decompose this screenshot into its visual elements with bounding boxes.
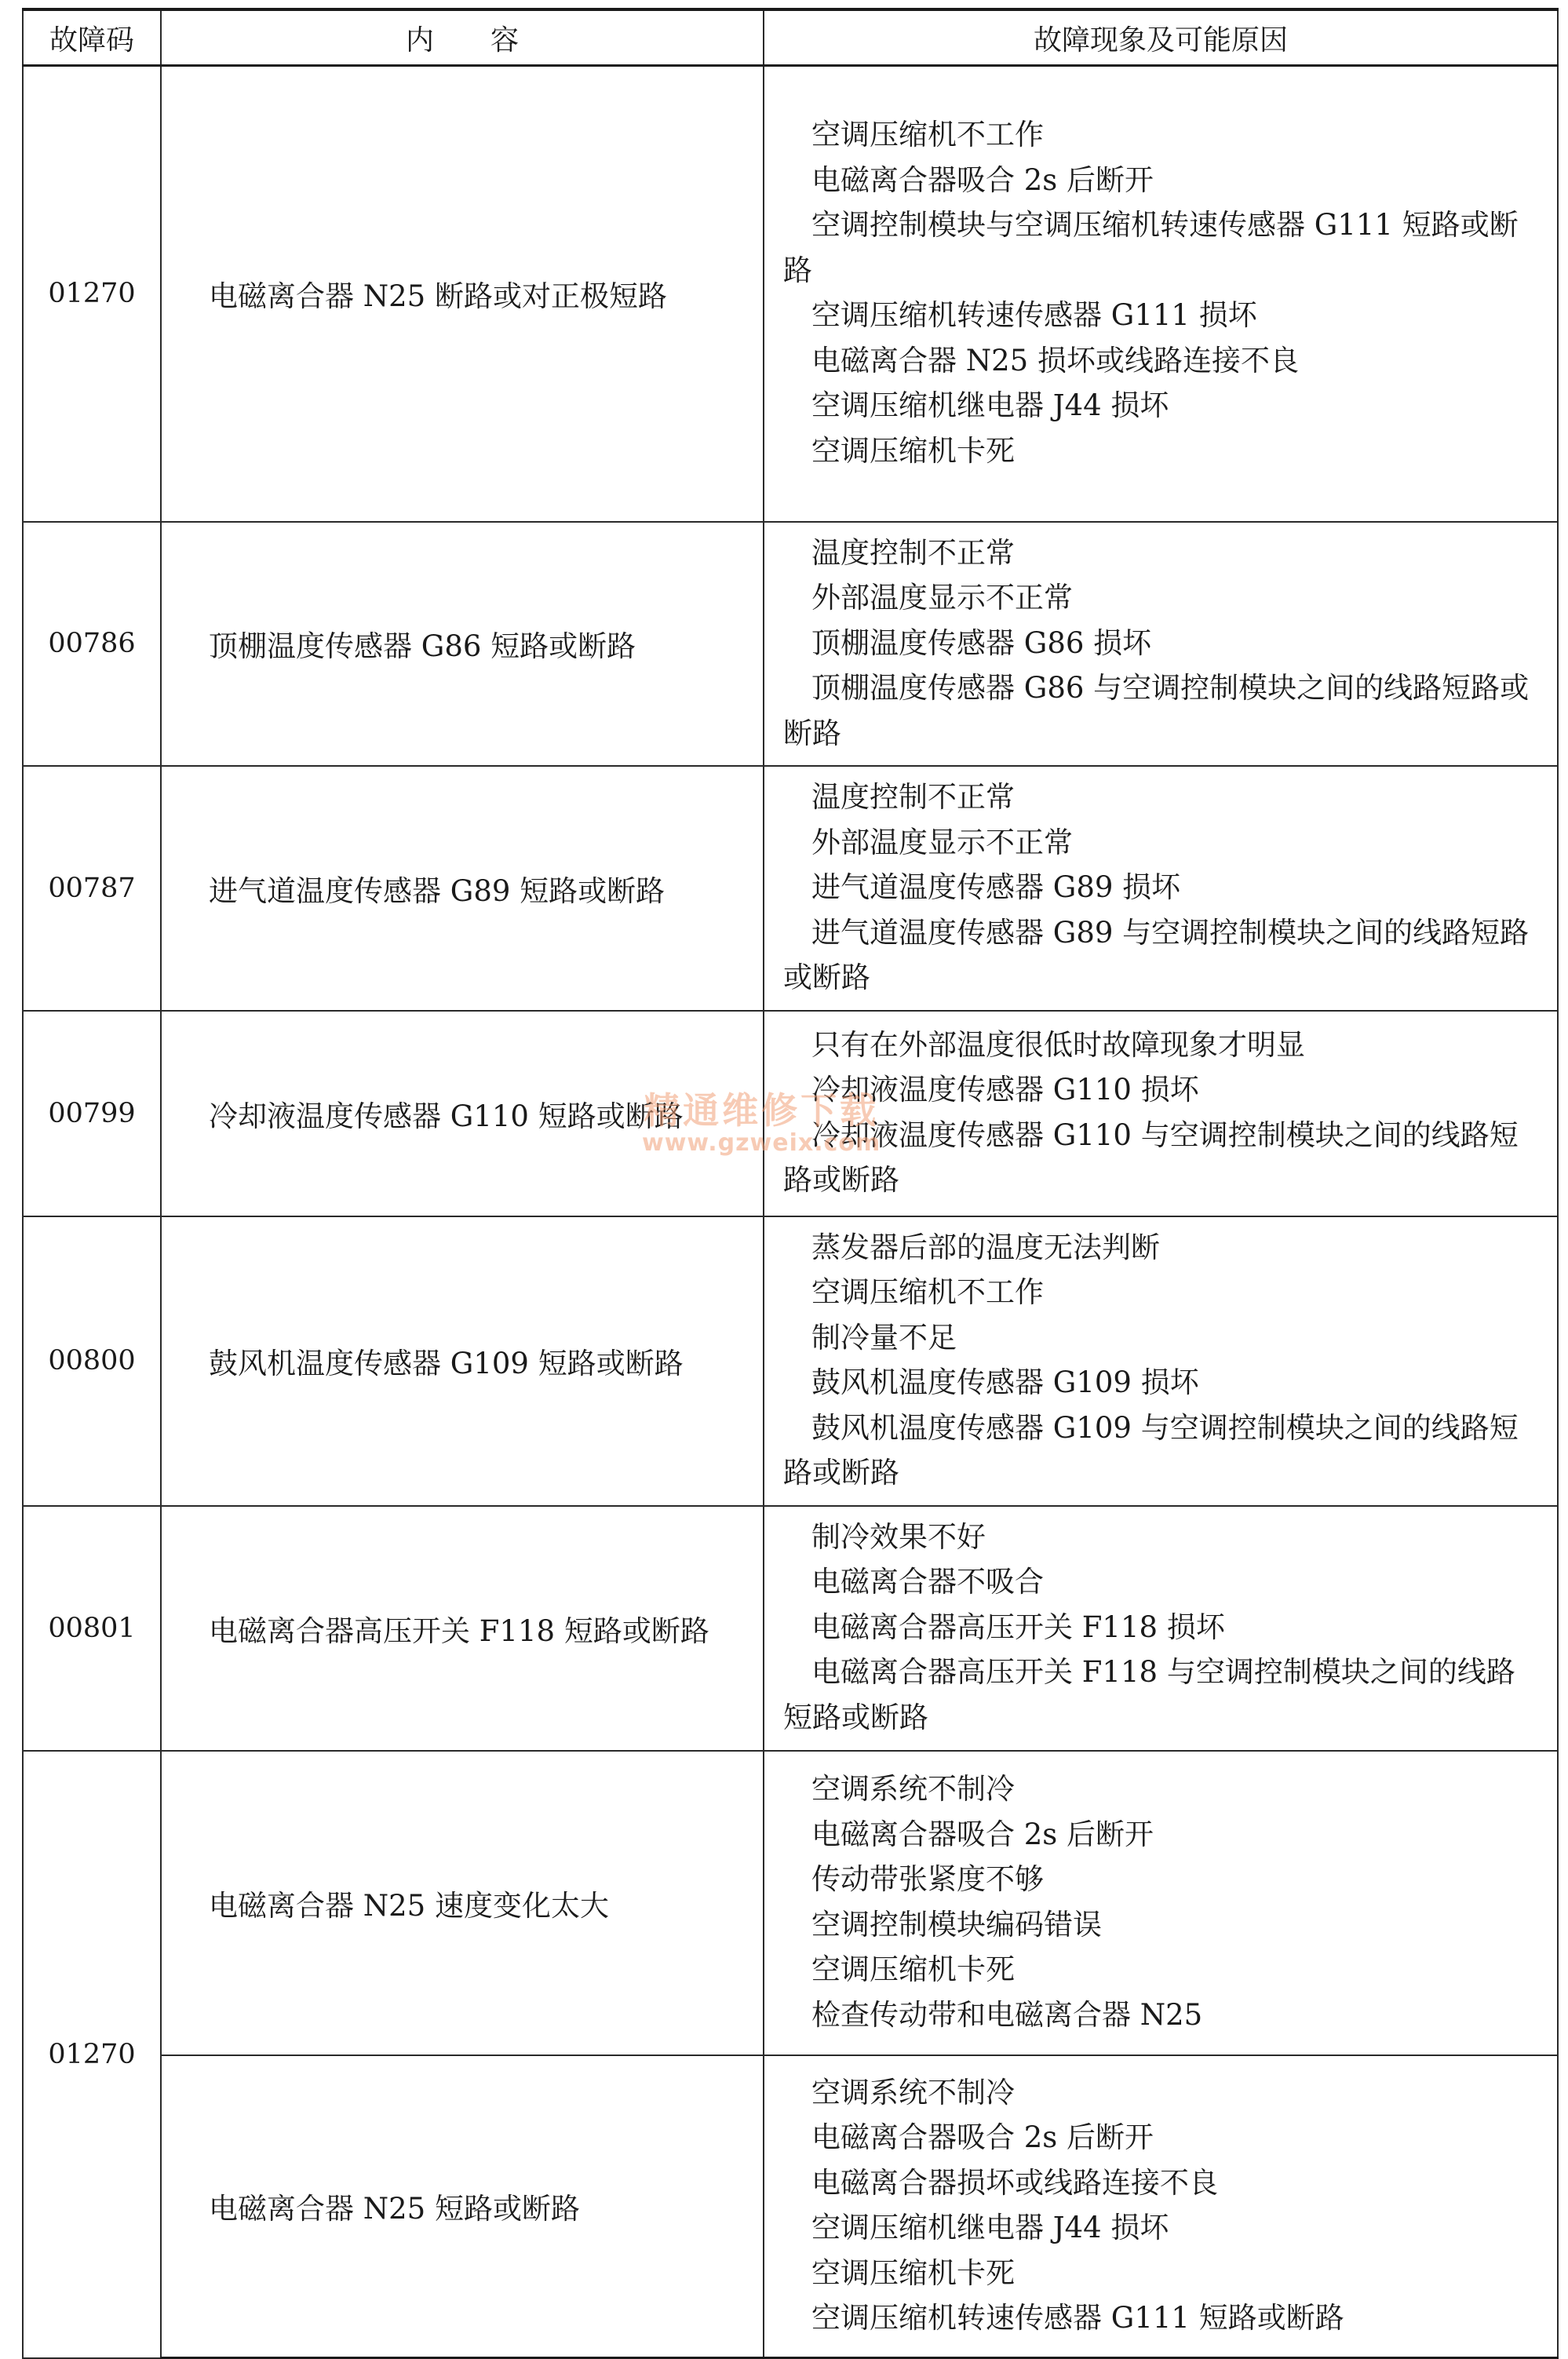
cause-line: 电磁离合器不吸合 xyxy=(811,1565,1044,1599)
cause-line: 冷却液温度传感器 G110 与空调控制模块之间的线路短路或断路 xyxy=(783,1118,1519,1197)
fault-code-cell: 01270 xyxy=(23,1751,161,2358)
causes-cell xyxy=(764,2055,1558,2358)
content-cell: 冷却液温度传感器 G110 短路或断路 xyxy=(161,1011,764,1216)
cause-line: 电磁离合器吸合 2s 后断开 xyxy=(811,162,1154,197)
fault-code-cell: 01270 xyxy=(23,66,161,522)
cause-line: 鼓风机温度传感器 G109 与空调控制模块之间的线路短路或断路 xyxy=(783,1410,1519,1489)
cause-line: 顶棚温度传感器 G86 与空调控制模块之间的线路短路或断路 xyxy=(783,671,1530,750)
cause-line: 电磁离合器高压开关 F118 损坏 xyxy=(811,1610,1225,1644)
header-content: 内 容 xyxy=(161,9,764,66)
cause-line: 空调压缩机卡死 xyxy=(811,2255,1015,2290)
cause-line: 空调压缩机继电器 J44 损坏 xyxy=(811,2211,1169,2245)
cause-line: 外部温度显示不正常 xyxy=(811,825,1073,859)
causes-cell xyxy=(764,1011,1558,1216)
causes-cell xyxy=(764,1506,1558,1751)
cause-line: 空调系统不制冷 xyxy=(811,2075,1015,2109)
cause-line: 空调压缩机继电器 J44 损坏 xyxy=(811,388,1169,423)
fault-code-cell: 00800 xyxy=(23,1216,161,1506)
content-cell: 鼓风机温度传感器 G109 短路或断路 xyxy=(161,1216,764,1506)
table-row xyxy=(23,1011,1558,1216)
cause-line: 电磁离合器损坏或线路连接不良 xyxy=(811,2165,1218,2200)
fault-code-cell: 00801 xyxy=(23,1506,161,1751)
cause-line: 温度控制不正常 xyxy=(811,535,1015,570)
cause-line: 空调控制模块与空调压缩机转速传感器 G111 短路或断路 xyxy=(783,208,1519,287)
causes-cell xyxy=(764,1751,1558,2055)
cause-line: 顶棚温度传感器 G86 损坏 xyxy=(811,625,1152,660)
cause-line: 制冷效果不好 xyxy=(811,1519,986,1554)
cause-line: 检查传动带和电磁离合器 N25 xyxy=(811,1997,1203,2032)
watermark-title: 精通维修下载 xyxy=(644,1089,880,1132)
cause-line: 空调压缩机转速传感器 G111 损坏 xyxy=(811,298,1257,333)
cause-line: 空调压缩机卡死 xyxy=(811,433,1015,468)
watermark-url: www.gzweix.com xyxy=(642,1129,881,1157)
cause-line: 空调压缩机不工作 xyxy=(811,118,1044,152)
cause-line: 冷却液温度传感器 G110 损坏 xyxy=(811,1073,1199,1107)
fault-code-cell: 00799 xyxy=(23,1011,161,1216)
table-row xyxy=(23,66,1558,522)
header-causes: 故障现象及可能原因 xyxy=(764,9,1558,66)
causes-cell xyxy=(764,522,1558,767)
cause-line: 空调压缩机不工作 xyxy=(811,1275,1044,1309)
content-cell: 顶棚温度传感器 G86 短路或断路 xyxy=(161,522,764,767)
cause-line: 进气道温度传感器 G89 损坏 xyxy=(811,870,1181,904)
table-row xyxy=(23,1751,1558,2055)
fault-code-cell: 00786 xyxy=(23,522,161,767)
cause-line: 电磁离合器高压开关 F118 与空调控制模块之间的线路短路或断路 xyxy=(783,1655,1515,1734)
cause-line: 空调压缩机卡死 xyxy=(811,1952,1015,1986)
table-row xyxy=(23,522,1558,767)
fault-code-cell: 00787 xyxy=(23,766,161,1011)
content-cell: 进气道温度传感器 G89 短路或断路 xyxy=(161,766,764,1011)
cause-line: 进气道温度传感器 G89 与空调控制模块之间的线路短路或断路 xyxy=(783,915,1530,994)
header-fault-code: 故障码 xyxy=(23,9,161,66)
content-cell: 电磁离合器 N25 断路或对正极短路 xyxy=(161,66,764,522)
cause-line: 温度控制不正常 xyxy=(811,780,1015,814)
table-header-row xyxy=(23,9,1558,66)
table-row xyxy=(23,2055,1558,2358)
cause-line: 电磁离合器吸合 2s 后断开 xyxy=(811,2120,1154,2155)
cause-line: 蒸发器后部的温度无法判断 xyxy=(811,1230,1160,1264)
cause-line: 鼓风机温度传感器 G109 损坏 xyxy=(811,1365,1199,1399)
cause-line: 电磁离合器吸合 2s 后断开 xyxy=(811,1817,1154,1851)
cause-line: 只有在外部温度很低时故障现象才明显 xyxy=(811,1027,1305,1062)
table-row xyxy=(23,766,1558,1011)
cause-line: 空调压缩机转速传感器 G111 短路或断路 xyxy=(811,2301,1344,2335)
content-cell: 电磁离合器高压开关 F118 短路或断路 xyxy=(161,1506,764,1751)
content-cell: 电磁离合器 N25 短路或断路 xyxy=(161,2055,764,2358)
cause-line: 传动带张紧度不够 xyxy=(811,1862,1044,1896)
fault-code-table xyxy=(22,8,1559,2359)
cause-line: 空调系统不制冷 xyxy=(811,1772,1015,1806)
cause-line: 空调控制模块编码错误 xyxy=(811,1907,1102,1942)
content-cell: 电磁离合器 N25 速度变化太大 xyxy=(161,1751,764,2055)
cause-line: 外部温度显示不正常 xyxy=(811,581,1073,614)
table-row xyxy=(23,1216,1558,1506)
causes-cell xyxy=(764,766,1558,1011)
cause-line: 电磁离合器 N25 损坏或线路连接不良 xyxy=(811,343,1299,377)
causes-cell xyxy=(764,66,1558,522)
causes-cell xyxy=(764,1216,1558,1506)
cause-line: 制冷量不足 xyxy=(811,1320,957,1355)
table-row xyxy=(23,1506,1558,1751)
